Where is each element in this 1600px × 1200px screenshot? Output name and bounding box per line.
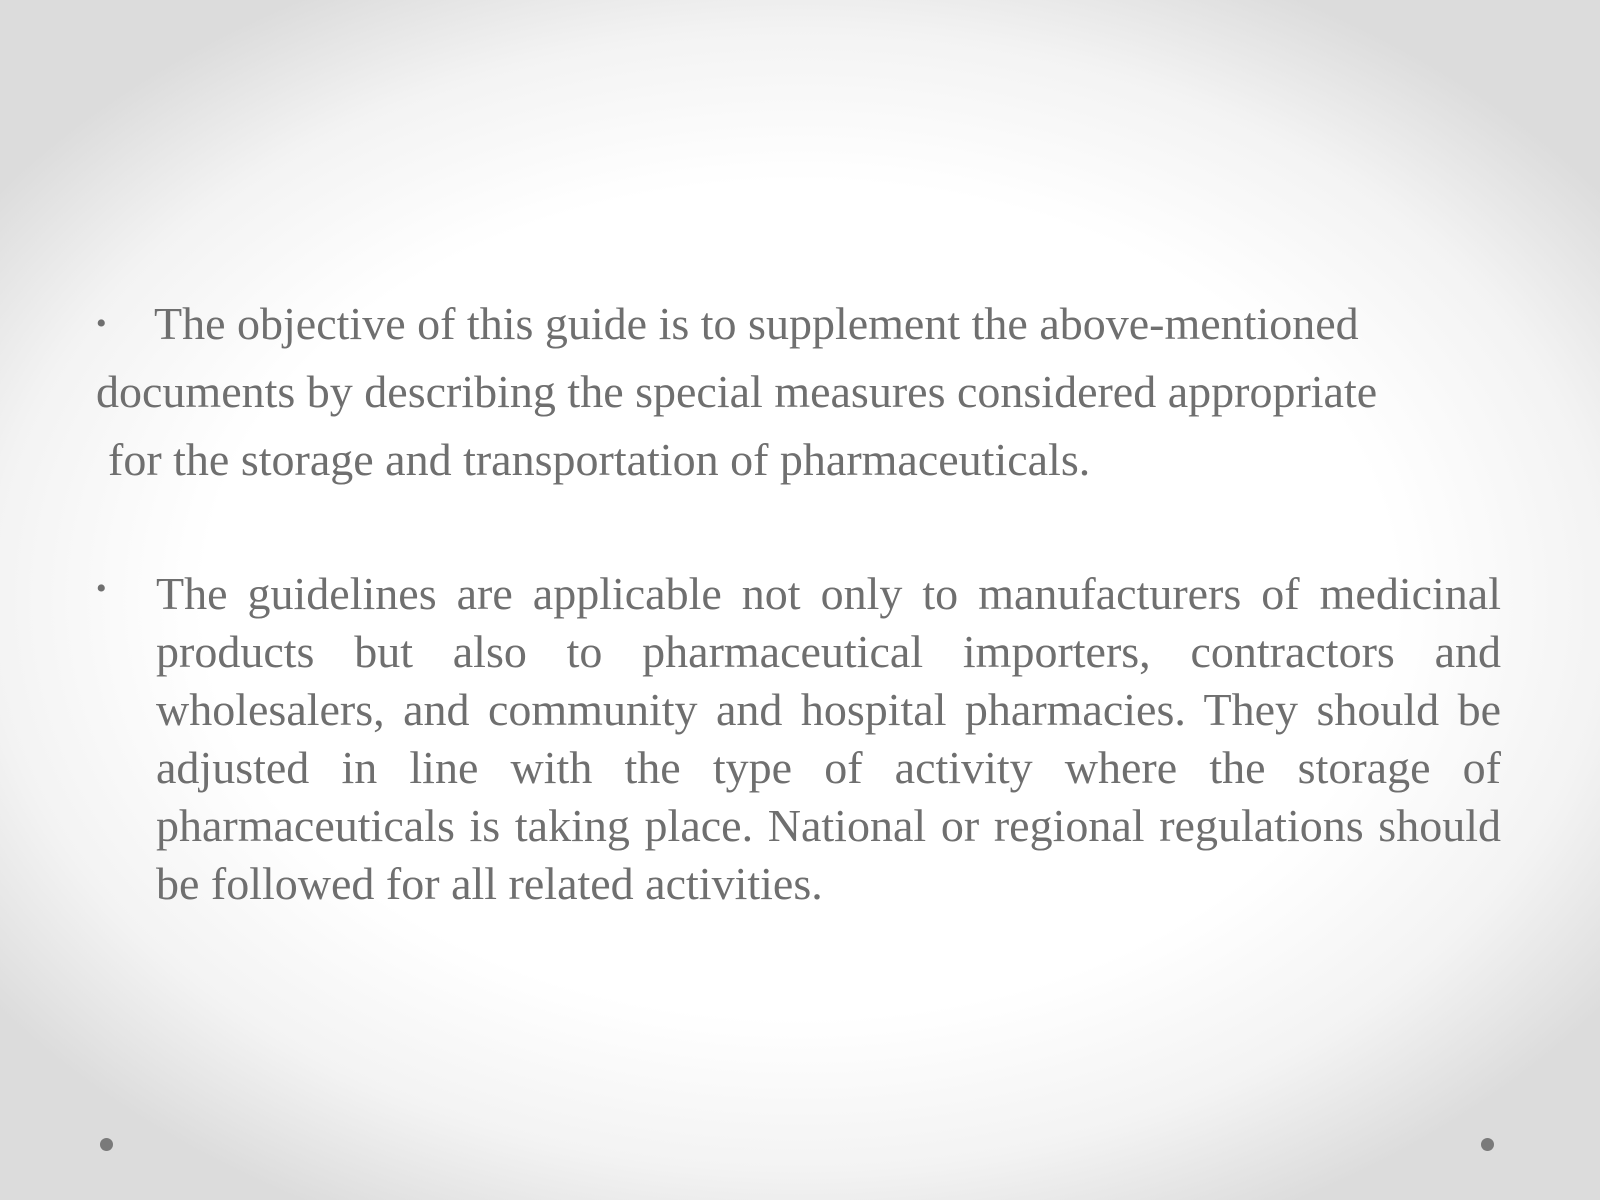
bullet-dot-icon: • [96,307,107,340]
bullet-objective [96,290,1496,494]
bullet-line-3 [96,426,1496,494]
bullet-guidelines-text: The guidelines are applicable not only to manufacturers of medicinal products but also to pharmaceutical importers, contractors and wholesalers, and community and hospital pharmacies. They should be adjusted in line with the type of activity where the storage of pharmaceuticals is taking place. National or regional regulations should be followed for all related activities. [156,568,1501,909]
bullet-text-line-3: for the storage and transportation of pharmaceuticals. [108,434,1091,485]
bullet-dot-icon: • [96,572,107,605]
bullet-line-2 [96,358,1496,426]
corner-dot-icon [100,1138,113,1151]
bullet-text-line-1: The objective of this guide is to supplement the above-mentioned [154,298,1359,349]
bullet-line-1 [96,290,1496,358]
bullet-text-line-2: documents by describing the special measures considered appropriate [96,366,1378,417]
corner-dot-icon [1481,1138,1494,1151]
